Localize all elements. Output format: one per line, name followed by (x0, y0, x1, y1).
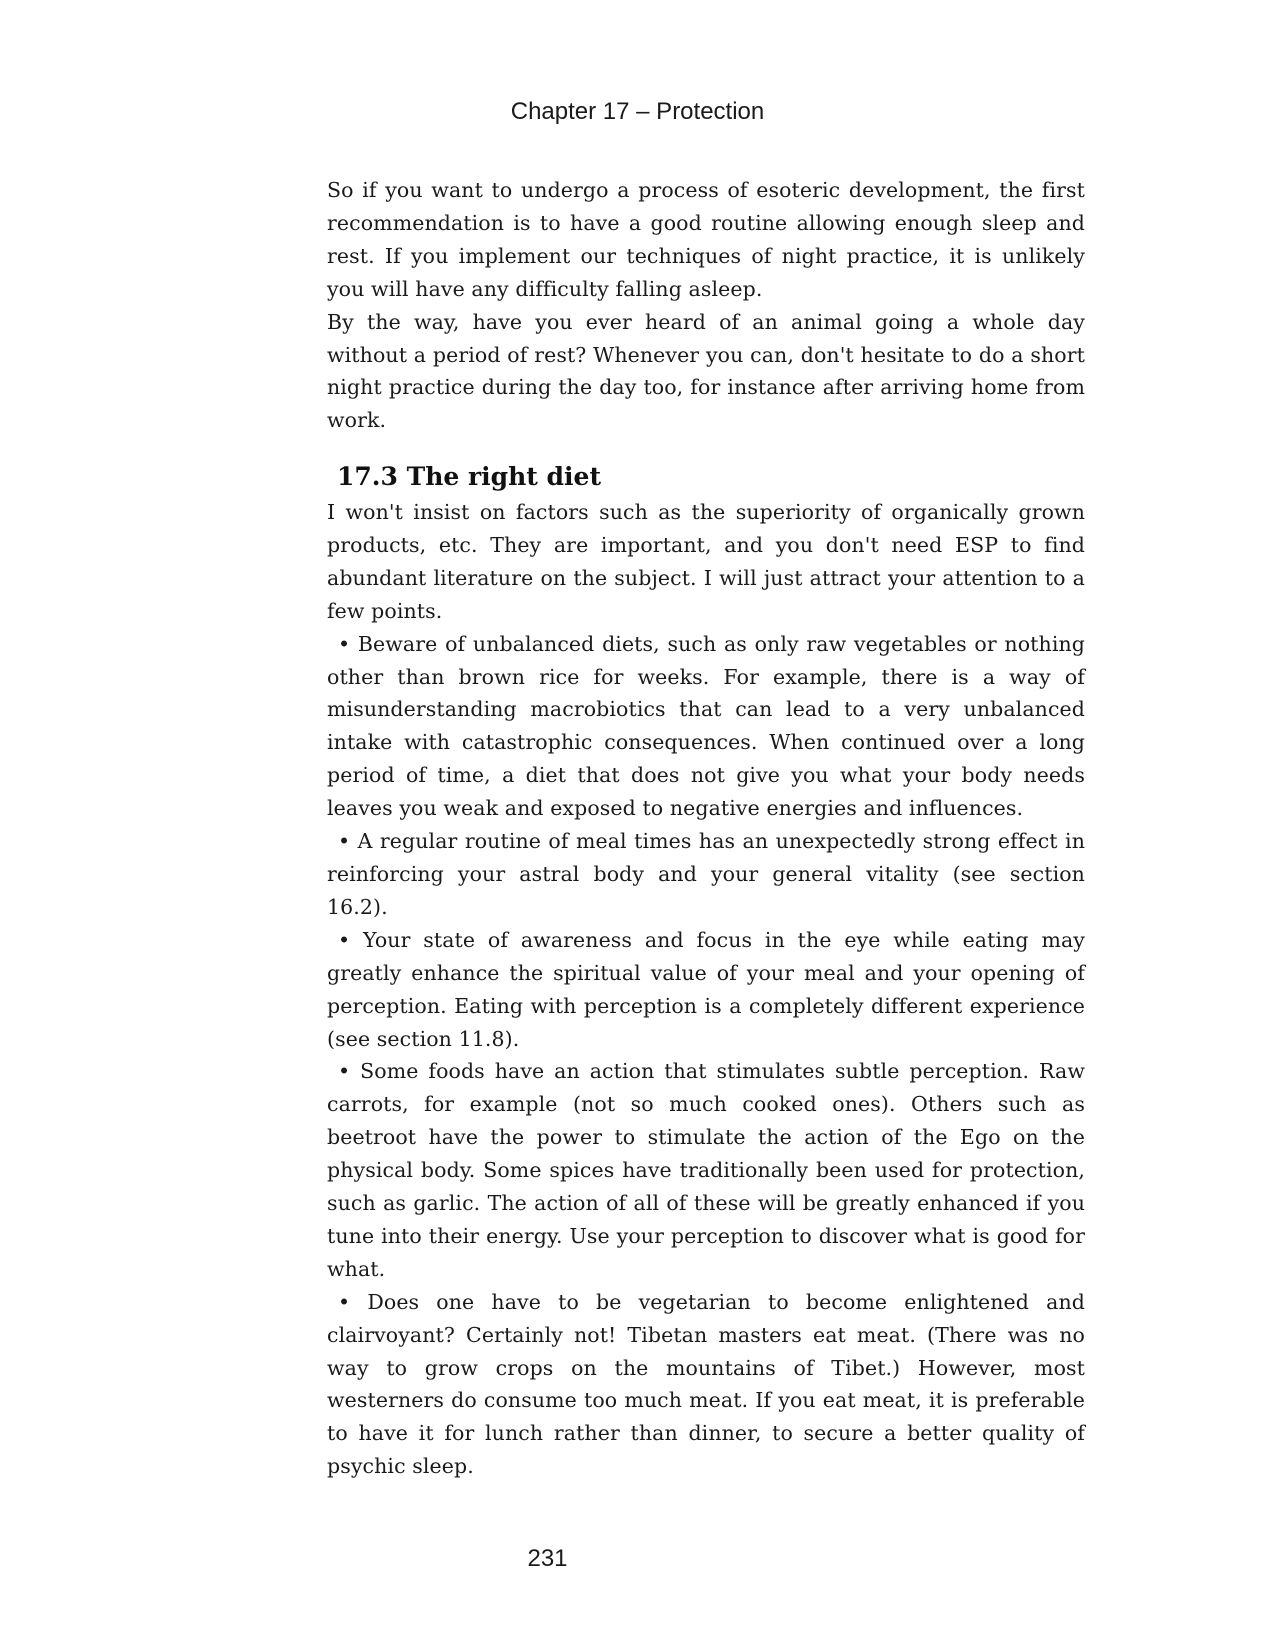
bullet-item: • Some foods have an action that stimulates subtle perception. Raw carrots, for example (not so much cooked ones). Others such as beetroot have the power to stimulate the action of the Ego on the physical body. Some spices have traditionally been used for protection, such as garlic. The action of all of these will be greatly enhanced if you tune into their energy. Use your perception to discover what is good for what. (327, 1059, 1085, 1281)
page-number: 231 (527, 1545, 568, 1572)
paragraph: So if you want to undergo a process of esoteric development, the first recommendation is to have a good routine allowing enough sleep and rest. If you implement our techniques of night practice, it is unlikely you will have any difficulty falling asleep. (327, 178, 1085, 301)
bullet-item: • Beware of unbalanced diets, such as only raw vegetables or nothing other than brown rice for weeks. For example, there is a way of misunderstanding macrobiotics that can lead to a very unbalanced intake with catastrophic consequences. When continued over a long period of time, a diet that does not give you what your body needs leaves you weak and exposed to negative energies and influences. (327, 631, 1085, 821)
bullet-item: • Does one have to be vegetarian to become enlightened and clairvoyant? Certainly not! Tibetan masters eat meat. (There was no way to grow crops on the mountains of Tibet.) However, most westerners do consume too much meat. If you eat meat, it is preferable to have it for lunch rather than dinner, to secure a better quality of psychic sleep. (327, 1289, 1085, 1479)
running-header: Chapter 17 – Protection (510, 98, 765, 125)
paragraph: By the way, have you ever heard of an animal going a whole day without a period of rest? Whenever you can, don't hesitate to do a short night practice during the day too, for instance after arriving home from work. (327, 309, 1085, 433)
section-body (327, 496, 1085, 1483)
bullet-item: • Your state of awareness and focus in the eye while eating may greatly enhance the spiritual value of your meal and your opening of perception. Eating with perception is a completely different experience (see section 11.8). (327, 927, 1085, 1051)
section-intro-paragraph: I won't insist on factors such as the superiority of organically grown products, etc. They are important, and you don't need ESP to find abundant literature on the subject. I will just attract your attention to a few points. (327, 500, 1085, 623)
intro-text (327, 174, 1085, 437)
bullet-item: • A regular routine of meal times has an unexpectedly strong effect in reinforcing your astral body and your general vitality (see section 16.2). (327, 829, 1085, 919)
section-heading: 17.3 The right diet (337, 462, 601, 491)
